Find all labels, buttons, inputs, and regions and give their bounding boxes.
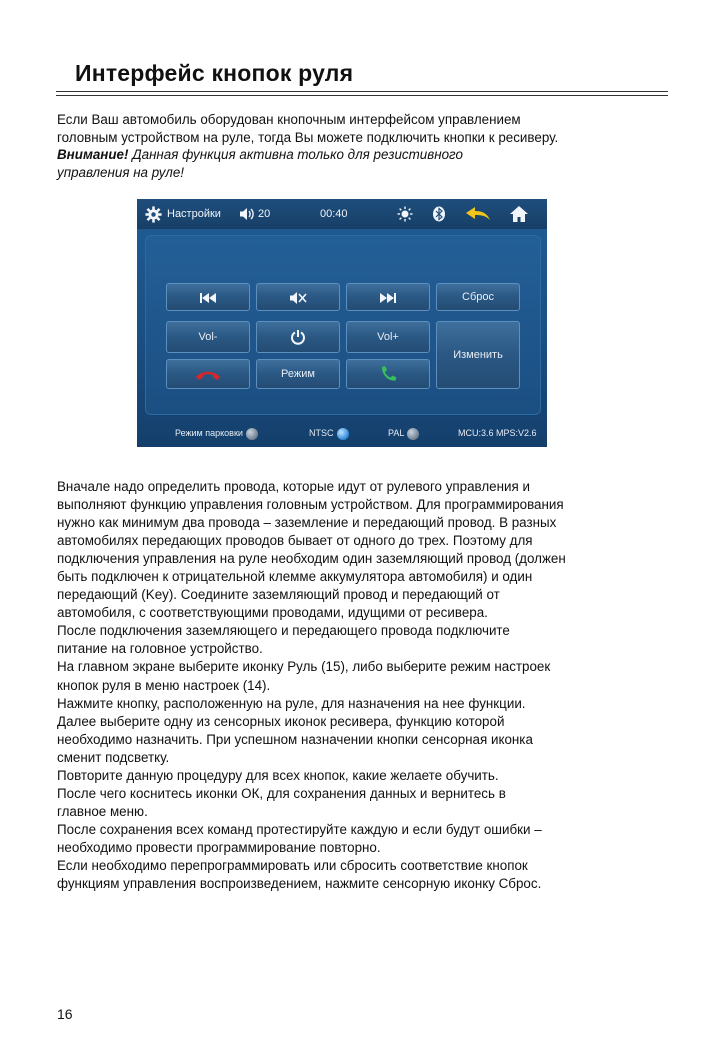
power-button[interactable]: [256, 321, 340, 353]
toggle-dot-icon: [246, 428, 258, 440]
page-number: 16: [57, 1006, 73, 1022]
bluetooth-icon[interactable]: [432, 199, 446, 229]
body-line: кнопок руля в меню настроек (14).: [57, 677, 271, 693]
body-line: передающий (Key). Соедините заземляющий провод и передающий от: [57, 587, 500, 603]
head-unit-screen: [137, 199, 547, 447]
body-line: После сохранения всех команд протестируйте каждую и если будут ошибки –: [57, 821, 542, 837]
vol-plus-button[interactable]: [346, 321, 430, 353]
volume-level: 20: [258, 208, 271, 220]
hang-up-button[interactable]: [166, 359, 250, 389]
intro-line: головным устройством на руле, тогда Вы можете подключить кнопки к ресиверу.: [57, 129, 559, 145]
body-line: После подключения заземляющего и передающего провода подключите: [57, 623, 510, 639]
mode-label: Режим: [281, 368, 315, 380]
body-line: автомобилях передающих проводов бывает от одного до трех. Поэтому для: [57, 533, 533, 549]
ntsc-indicator[interactable]: [309, 419, 349, 447]
home-icon[interactable]: [509, 199, 529, 229]
mode-button[interactable]: [256, 359, 340, 389]
title-rule-top: [56, 91, 668, 92]
vol-minus-button[interactable]: [166, 321, 250, 353]
body-line: Повторите данную процедуру для всех кнопок, какие желаете обучить.: [57, 767, 499, 783]
title-rule-bottom: [56, 95, 668, 96]
mute-button[interactable]: [256, 283, 340, 311]
pal-indicator[interactable]: [388, 419, 419, 447]
ntsc-label: NTSC: [309, 428, 334, 438]
body-line: нужно как минимум два провода – заземление и передающий провод. В разных: [57, 515, 557, 531]
answer-call-button[interactable]: [346, 359, 430, 389]
parking-mode-label: Режим парковки: [175, 428, 243, 438]
status-bar: [137, 419, 547, 447]
prev-track-button[interactable]: [166, 283, 250, 311]
next-track-button[interactable]: [346, 283, 430, 311]
body-line: быть подключен к отрицательной клемме аккумулятора автомобиля) и один: [57, 569, 533, 585]
body-line: выполняют функцию управления головным устройством. Для программирования: [57, 497, 564, 513]
vol-minus-label: Vol-: [198, 331, 218, 343]
settings-label[interactable]: Настройки: [167, 208, 221, 220]
body-line: автомобиля, с соответствующими проводами, идущими от ресивера.: [57, 605, 488, 621]
parking-mode-indicator[interactable]: [175, 419, 258, 447]
body-line: подключения управления на руле необходим один заземляющий провод (должен: [57, 551, 566, 567]
body-line: функциям управления воспроизведением, нажмите сенсорную иконку Сброс.: [57, 876, 542, 892]
body-line: Вначале надо определить провода, которые идут от рулевого управления и: [57, 479, 530, 494]
toggle-dot-icon: [407, 428, 419, 440]
speaker-icon[interactable]: [239, 199, 255, 229]
body-line: Далее выберите одну из сенсорных иконок ресивера, функцию которой: [57, 713, 505, 729]
back-arrow-icon[interactable]: [465, 199, 491, 229]
gear-icon[interactable]: [145, 199, 162, 229]
brightness-icon[interactable]: [397, 199, 413, 229]
body-line: После чего коснитесь иконки ОК, для сохранения данных и вернитесь в: [57, 785, 506, 801]
warning-label: Внимание!: [57, 147, 129, 162]
body-line: необходимо назначить. При успешном назначении кнопки сенсорная иконка: [57, 731, 533, 747]
body-line: Нажмите кнопку, расположенную на руле, для назначения на нее функции.: [57, 695, 526, 711]
warning-line: [57, 146, 677, 164]
warning-text: управления на руле!: [57, 164, 184, 180]
version-info: MCU:3.6 MPS:V2.6: [458, 428, 537, 438]
change-label: Изменить: [453, 349, 503, 361]
reset-label: Сброс: [462, 291, 494, 303]
page-title: Интерфейс кнопок руля: [75, 60, 354, 86]
vol-plus-label: Vol+: [377, 331, 399, 343]
pal-label: PAL: [388, 428, 405, 438]
reset-button[interactable]: [436, 283, 520, 311]
warning-text: Данная функция активна только для резистивного: [128, 147, 463, 162]
body-line: питание на головное устройство.: [57, 641, 263, 657]
body-line: На главном экране выберите иконку Руль (15), либо выберите режим настроек: [57, 659, 551, 675]
body-line: главное меню.: [57, 803, 148, 819]
warning-line: [57, 164, 677, 182]
screen-top-bar: [137, 199, 547, 229]
body-line: Если необходимо перепрограммировать или сбросить соответствие кнопок: [57, 857, 528, 873]
body-line: необходимо провести программирование повторно.: [57, 839, 381, 855]
toggle-dot-icon: [337, 428, 349, 440]
intro-line: Если Ваш автомобиль оборудован кнопочным интерфейсом управлением: [57, 112, 521, 127]
body-line: сменит подсветку.: [57, 749, 170, 765]
instructions-body: [57, 478, 677, 893]
clock: 00:40: [320, 208, 348, 220]
change-button[interactable]: [436, 321, 520, 389]
intro-paragraph: [57, 111, 677, 181]
